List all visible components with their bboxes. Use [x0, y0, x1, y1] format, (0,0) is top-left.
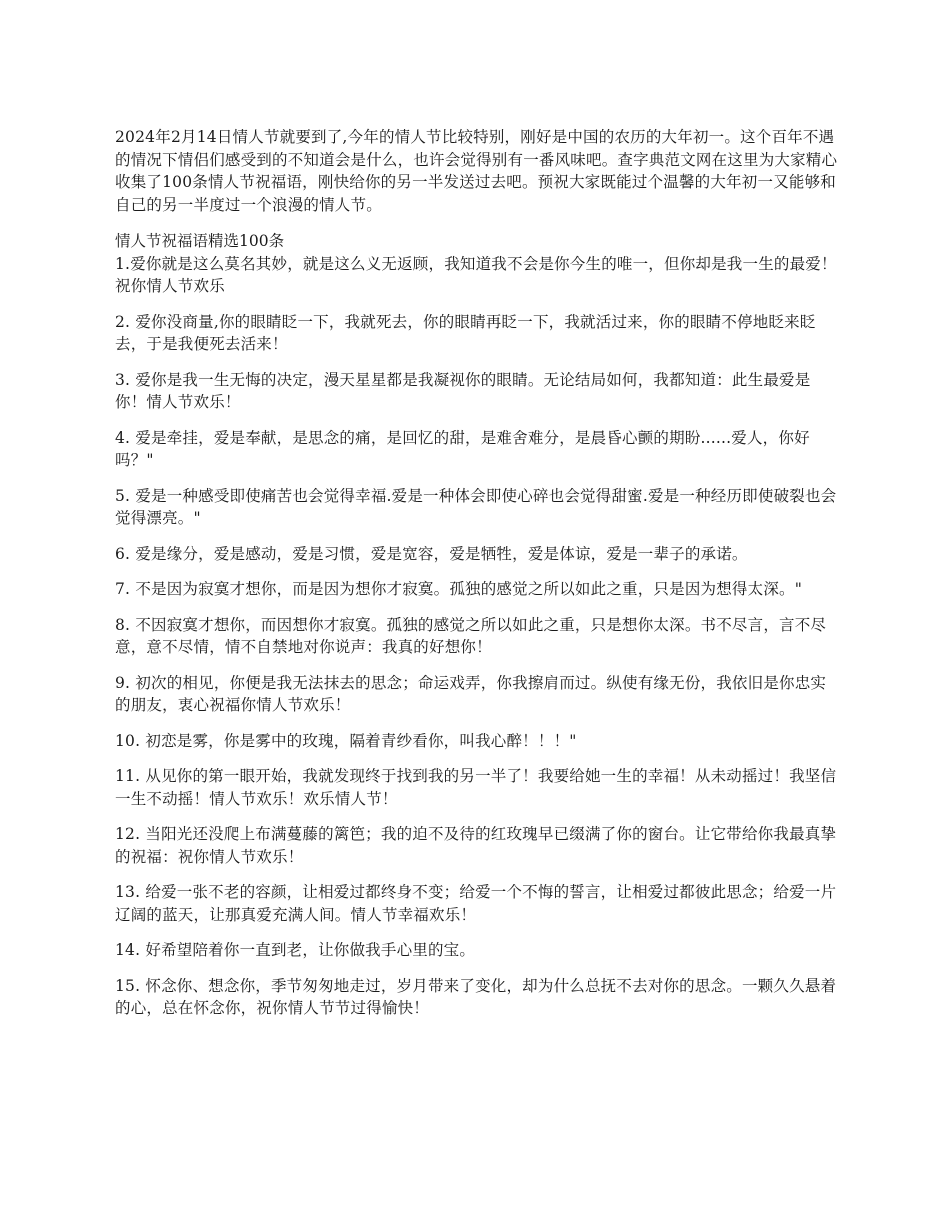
section-title: 情人节祝福语精选100条: [115, 232, 285, 250]
wish-item-1: 1.爱你就是这么莫名其妙，就是这么义无返顾，我知道我不会是你今生的唯一，但你却是我一生的最爱！祝你情人节欢乐: [115, 254, 837, 295]
intro-paragraph: 2024年2月14日情人节就要到了,今年的情人节比较特别，刚好是中国的农历的大年初一。这个百年不遇的情况下情侣们感受到的不知道会是什么，也许会觉得别有一番风味吧。查字典范文网在这里为大家精心收集了100条情人节祝福语，刚快给你的另一半发送过去吧。预祝大家既能过个温馨的大年初一又能够和自己的另一半度过一个浪漫的情人节。: [115, 128, 838, 214]
wish-item-5: 5. 爱是一种感受即使痛苦也会觉得幸福.爱是一种体会即使心碎也会觉得甜蜜.爱是一种经历即使破裂也会觉得漂亮。": [115, 486, 837, 527]
wish-item-7: 7. 不是因为寂寞才想你，而是因为想你才寂寞。孤独的感觉之所以如此之重，只是因为想得太深。": [115, 580, 803, 598]
wish-list: [115, 253, 841, 1020]
wish-item-4: 4. 爱是牵挂，爱是奉献，是思念的痛，是回忆的甜，是难舍难分，是晨昏心颤的期盼......爱人，你好吗？": [115, 428, 810, 469]
wish-item-2: 2. 爱你没商量,你的眼睛眨一下，我就死去，你的眼睛再眨一下，我就活过来，你的眼睛不停地眨来眨去，于是我便死去活来！: [115, 312, 816, 353]
wish-item-13: 13. 给爱一张不老的容颜，让相爱过都终身不变；给爱一个不悔的誓言，让相爱过都彼此思念；给爱一片辽阔的蓝天，让那真爱充满人间。情人节幸福欢乐！: [115, 883, 837, 924]
wish-item-3: 3. 爱你是我一生无悔的决定，漫天星星都是我凝视你的眼睛。无论结局如何，我都知道：此生最爱是你！情人节欢乐！: [115, 370, 811, 411]
wish-item-15: 15. 怀念你、想念你，季节匆匆地走过，岁月带来了变化，却为什么总抚不去对你的思念。一颗久久悬着的心，总在怀念你，祝你情人节节过得愉快！: [115, 976, 837, 1017]
wish-item-8: 8. 不因寂寞才想你，而因想你才寂寞。孤独的感觉之所以如此之重，只是想你太深。书不尽言，言不尽意，意不尽情，情不自禁地对你说声：我真的好想你！: [115, 615, 827, 656]
wish-item-11: 11. 从见你的第一眼开始，我就发现终于找到我的另一半了！我要给她一生的幸福！从未动摇过！我坚信一生不动摇！情人节欢乐！欢乐情人节！: [115, 767, 837, 808]
wish-item-14: 14. 好希望陪着你一直到老，让你做我手心里的宝。: [115, 941, 476, 959]
wish-item-10: 10. 初恋是雾，你是雾中的玫瑰，隔着青纱看你，叫我心醉！！！": [115, 731, 577, 750]
wish-item-12: 12. 当阳光还没爬上布满蔓藤的篱笆；我的迫不及待的红玫瑰早已缀满了你的窗台。让它带给你我最真挚的祝福：祝你情人节欢乐！: [115, 825, 837, 866]
wish-item-6: 6. 爱是缘分，爱是感动，爱是习惯，爱是宽容，爱是牺牲，爱是体谅，爱是一辈子的承诺。: [115, 544, 748, 563]
document-page: [115, 126, 841, 1033]
wish-item-9: 9. 初次的相见，你便是我无法抹去的思念；命运戏弄，你我擦肩而过。纵使有缘无份，我依旧是你忠实的朋友，衷心祝福你情人节欢乐！: [115, 673, 827, 714]
